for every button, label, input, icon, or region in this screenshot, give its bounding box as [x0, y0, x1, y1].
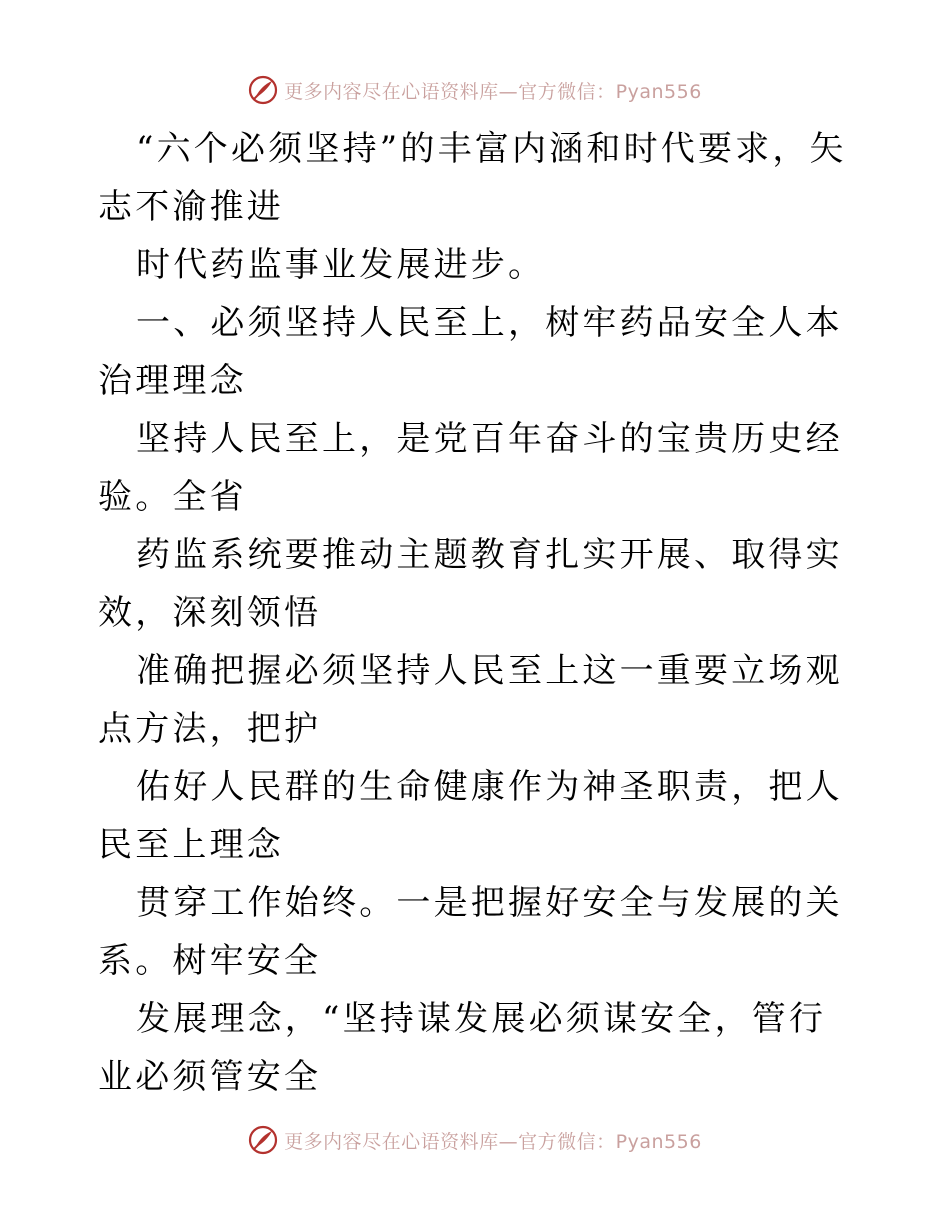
quill-logo-icon	[248, 75, 278, 105]
paragraph: 一、必须坚持人民至上，树牢药品安全人本治理理念	[98, 303, 843, 401]
paragraph: 时代药监事业发展进步。	[136, 245, 546, 285]
watermark-text: 更多内容尽在心语资料库—官方微信：Pyan556	[284, 80, 702, 103]
paragraph: 贯穿工作始终。一是把握好安全与发展的关系。树牢安全	[98, 883, 843, 981]
paragraph: 准确把握必须坚持人民至上这一重要立场观点方法，把护	[98, 651, 843, 749]
header-watermark	[0, 70, 950, 110]
paragraph: 发展理念，“坚持谋发展必须谋安全，管行业必须管安全	[98, 999, 827, 1097]
document-body	[98, 120, 858, 1106]
quill-logo-icon	[248, 1125, 278, 1155]
paragraph: 坚持人民至上，是党百年奋斗的宝贵历史经验。全省	[98, 419, 843, 517]
paragraph: “六个必须坚持”的丰富内涵和时代要求，矢志不渝推进	[98, 129, 847, 227]
footer-watermark	[0, 1120, 950, 1160]
paragraph: 佑好人民群的生命健康作为神圣职责，把人民至上理念	[98, 767, 843, 865]
paragraph: 药监系统要推动主题教育扎实开展、取得实效，深刻领悟	[98, 535, 843, 633]
watermark-text: 更多内容尽在心语资料库—官方微信：Pyan556	[284, 1130, 702, 1153]
